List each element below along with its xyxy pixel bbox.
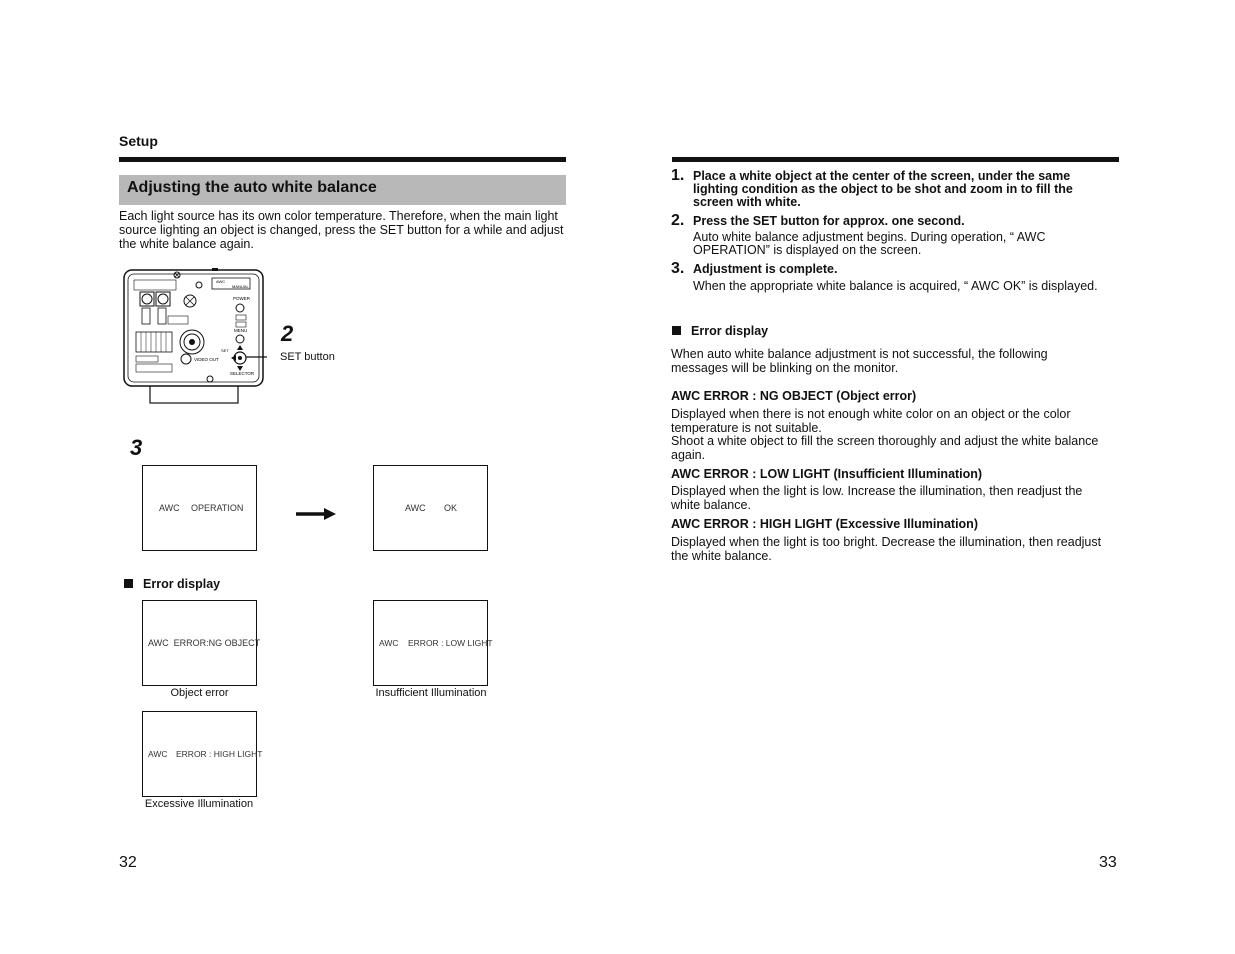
page-number-left: 32 (119, 854, 137, 871)
error-high-light-body: Displayed when the light is too bright. Decrease the illumination, then readjust the white balance. (671, 535, 1102, 563)
screen-awc-operation (142, 465, 257, 551)
square-bullet-icon (124, 579, 133, 588)
step-3-number: 3. (671, 260, 685, 277)
error-display-heading-left (124, 577, 220, 591)
screen-high-light (142, 711, 263, 797)
section-label: Setup (119, 133, 158, 149)
step-3-heading: Adjustment is complete. (693, 262, 838, 276)
caption-excessive-illumination: Excessive Illumination (144, 798, 254, 810)
screen-text-ng-object: AWC ERROR:NG OBJECT (148, 638, 261, 648)
error-intro: When auto white balance adjustment is not successful, the following messages will be blinking on the monitor. (671, 347, 1048, 375)
page-title: Adjusting the auto white balance (127, 179, 377, 196)
caption-insufficient-illumination: Insufficient Illumination (375, 687, 487, 699)
section-rule (119, 157, 566, 162)
error-display-heading-text: Error display (691, 324, 769, 338)
screen-ng-object (142, 600, 261, 686)
error-ng-object-body-2: Shoot a white object to fill the screen thoroughly and adjust the white balance again. (671, 434, 1099, 462)
square-bullet-icon (672, 326, 681, 335)
page-number-right: 33 (1099, 854, 1117, 871)
screen-text-ok: OK (444, 503, 458, 513)
screen-text-awc: AWC (159, 503, 180, 513)
screen-text-low-light: ERROR : LOW LIGHT (408, 638, 493, 648)
awc-switch-label: AWC (216, 279, 226, 284)
screen-awc-ok (373, 465, 488, 551)
arrow-right-icon (294, 506, 338, 522)
screen-text-awc: AWC (148, 749, 168, 759)
step-2-marker: 2 (281, 321, 294, 346)
screen-text-awc: AWC (405, 503, 426, 513)
set-label-small: SET (221, 348, 229, 353)
error-display-heading-right (672, 324, 768, 338)
step-3-body: When the appropriate white balance is acquired, “ AWC OK” is displayed. (693, 279, 1098, 293)
video-out-label: VIDEO OUT (194, 357, 219, 362)
title-bar (119, 175, 566, 205)
intro-paragraph: Each light source has its own color temperature. Therefore, when the main light source lighting an object is changed, press the SET button for a while and adjust the white balance again. (119, 209, 564, 251)
step-2-heading: Press the SET button for approx. one second. (693, 214, 965, 228)
camera-rear-panel-illustration (122, 268, 267, 408)
step-2-body: Auto white balance adjustment begins. During operation, “ AWC OPERATION” is displayed on the screen. (693, 230, 1046, 257)
screen-low-light (373, 600, 493, 686)
step-1-heading: Place a white object at the center of the screen, under the same lighting condition as the object to be shot and zoom in to fill the screen with white. (693, 169, 1073, 209)
set-button-callout: SET button (280, 351, 335, 363)
error-ng-object-heading: AWC ERROR : NG OBJECT (Object error) (671, 389, 917, 403)
error-low-light-heading: AWC ERROR : LOW LIGHT (Insufficient Illumination) (671, 467, 983, 481)
screen-text-operation: OPERATION (191, 503, 244, 513)
error-ng-object-body-1: Displayed when there is not enough white color on an object or the color temperature is not suitable. (671, 407, 1071, 435)
error-display-heading-text: Error display (143, 577, 221, 591)
menu-label: MENU (234, 328, 248, 333)
manual-switch-label: MANUAL (232, 284, 249, 289)
screen-text-high-light: ERROR : HIGH LIGHT (176, 749, 263, 759)
step-2-number: 2. (671, 212, 685, 229)
error-high-light-heading: AWC ERROR : HIGH LIGHT (Excessive Illumination) (671, 517, 978, 531)
caption-object-error: Object error (170, 687, 229, 699)
error-low-light-body: Displayed when the light is low. Increase the illumination, then readjust the white balance. (671, 484, 1083, 512)
step-3-marker: 3 (130, 435, 143, 460)
power-label: POWER (233, 296, 251, 301)
section-rule-right (672, 157, 1119, 162)
step-1-number: 1. (671, 167, 685, 184)
screen-text-awc: AWC (379, 638, 399, 648)
selector-label: SELECTOR (230, 371, 255, 376)
